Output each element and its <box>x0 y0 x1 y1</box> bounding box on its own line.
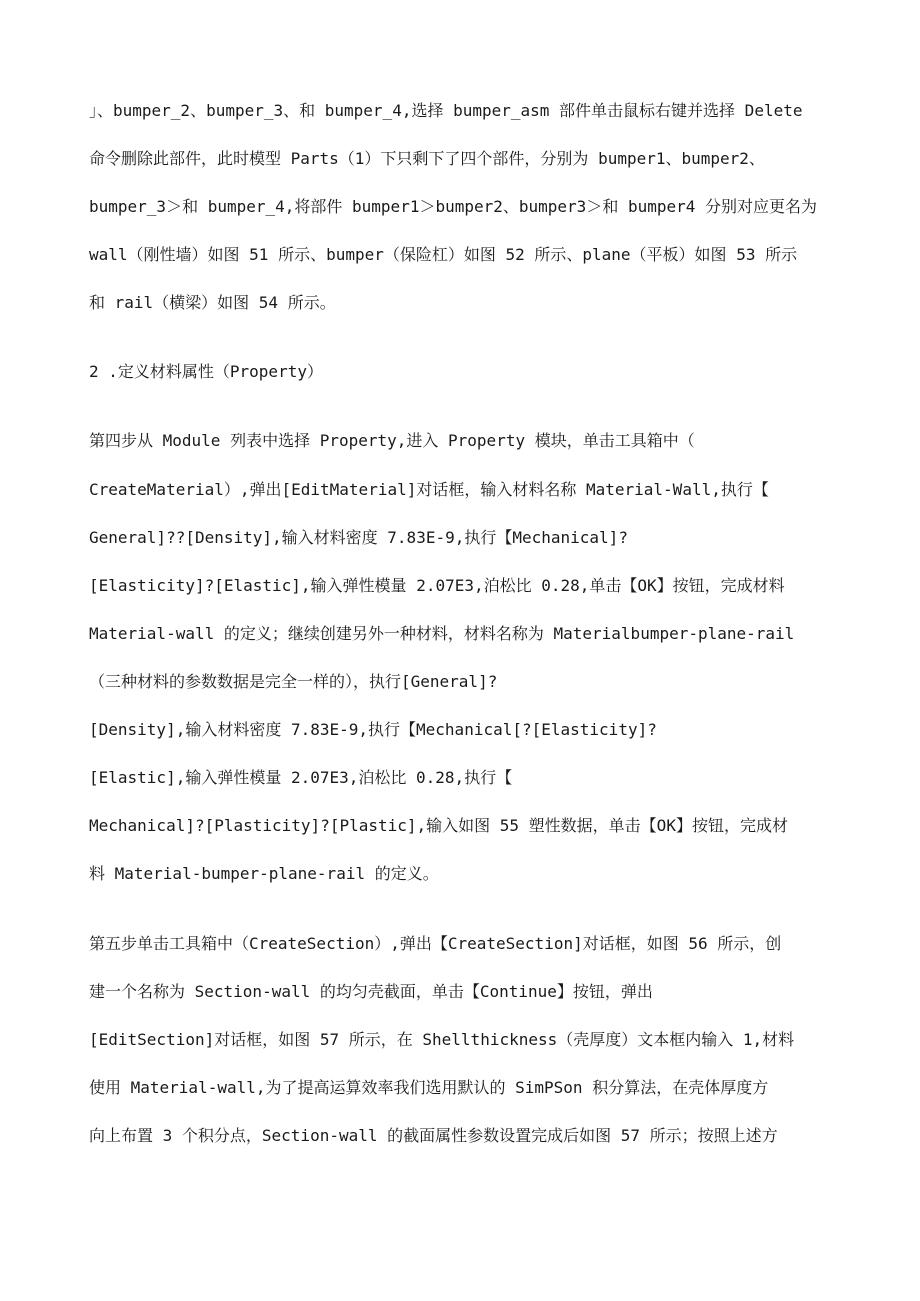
text-line: 第五步单击工具箱中（CreateSection）,弹出【CreateSection]对话框，如图 56 所示，创 <box>89 934 782 953</box>
text-line: bumper_3＞和 bumper_4,将部件 bumper1＞bumper2、bumper3＞和 bumper4 分别对应更名为 <box>89 197 818 216</box>
text-line: [Elasticity]?[Elastic],输入弹性模量 2.07E3,泊松比 0.28,单击【OK】按钮，完成材料 <box>89 576 785 595</box>
text-line: 使用 Material-wall,为了提高运算效率我们选用默认的 SimPSon 积分算法，在壳体厚度方 <box>89 1078 769 1097</box>
text-line: 向上布置 3 个积分点，Section-wall 的截面属性参数设置完成后如图 57 所示；按照上述方 <box>89 1126 778 1145</box>
text-line: [Density],输入材料密度 7.83E-9,执行【Mechanical[?[Elasticity]? <box>89 720 657 739</box>
text-line: wall（刚性墙）如图 51 所示、bumper（保险杠）如图 52 所示、plane（平板）如图 53 所示 <box>89 245 798 264</box>
text-line: General]??[Density],输入材料密度 7.83E-9,执行【Mechanical]? <box>89 528 628 547</box>
text-line: 和 rail（横梁）如图 54 所示。 <box>89 293 336 312</box>
text-line: 建一个名称为 Section-wall 的均匀壳截面，单击【Continue】按钮，弹出 <box>89 982 653 1001</box>
section-heading: 2 .定义材料属性（Property） <box>89 362 323 381</box>
text-line: [EditSection]对话框，如图 57 所示，在 Shellthickness（壳厚度）文本框内输入 1,材料 <box>89 1030 795 1049</box>
text-line: 命令删除此部件，此时模型 Parts（1）下只剩下了四个部件，分别为 bumper1、bumper2、 <box>89 149 765 168</box>
text-line: （三种材料的参数数据是完全一样的），执行[General]? <box>89 672 498 691</box>
text-line: [Elastic],输入弹性模量 2.07E3,泊松比 0.28,执行【 <box>89 768 513 787</box>
text-line: CreateMaterial）,弹出[EditMaterial]对话框，输入材料名称 Material-Wall,执行【 <box>89 480 769 499</box>
text-line: 」、bumper_2、bumper_3、和 bumper_4,选择 bumper_asm 部件单击鼠标右键并选择 Delete <box>89 101 803 120</box>
text-line: 料 Material-bumper-plane-rail 的定义。 <box>89 864 439 883</box>
text-line: 第四步从 Module 列表中选择 Property,进入 Property 模块，单击工具箱中（ <box>89 431 695 450</box>
text-line: Material-wall 的定义；继续创建另外一种材料，材料名称为 Materialbumper-plane-rail <box>89 624 795 643</box>
text-line: Mechanical]?[Plasticity]?[Plastic],输入如图 55 塑性数据，单击【OK】按钮，完成材 <box>89 816 788 835</box>
